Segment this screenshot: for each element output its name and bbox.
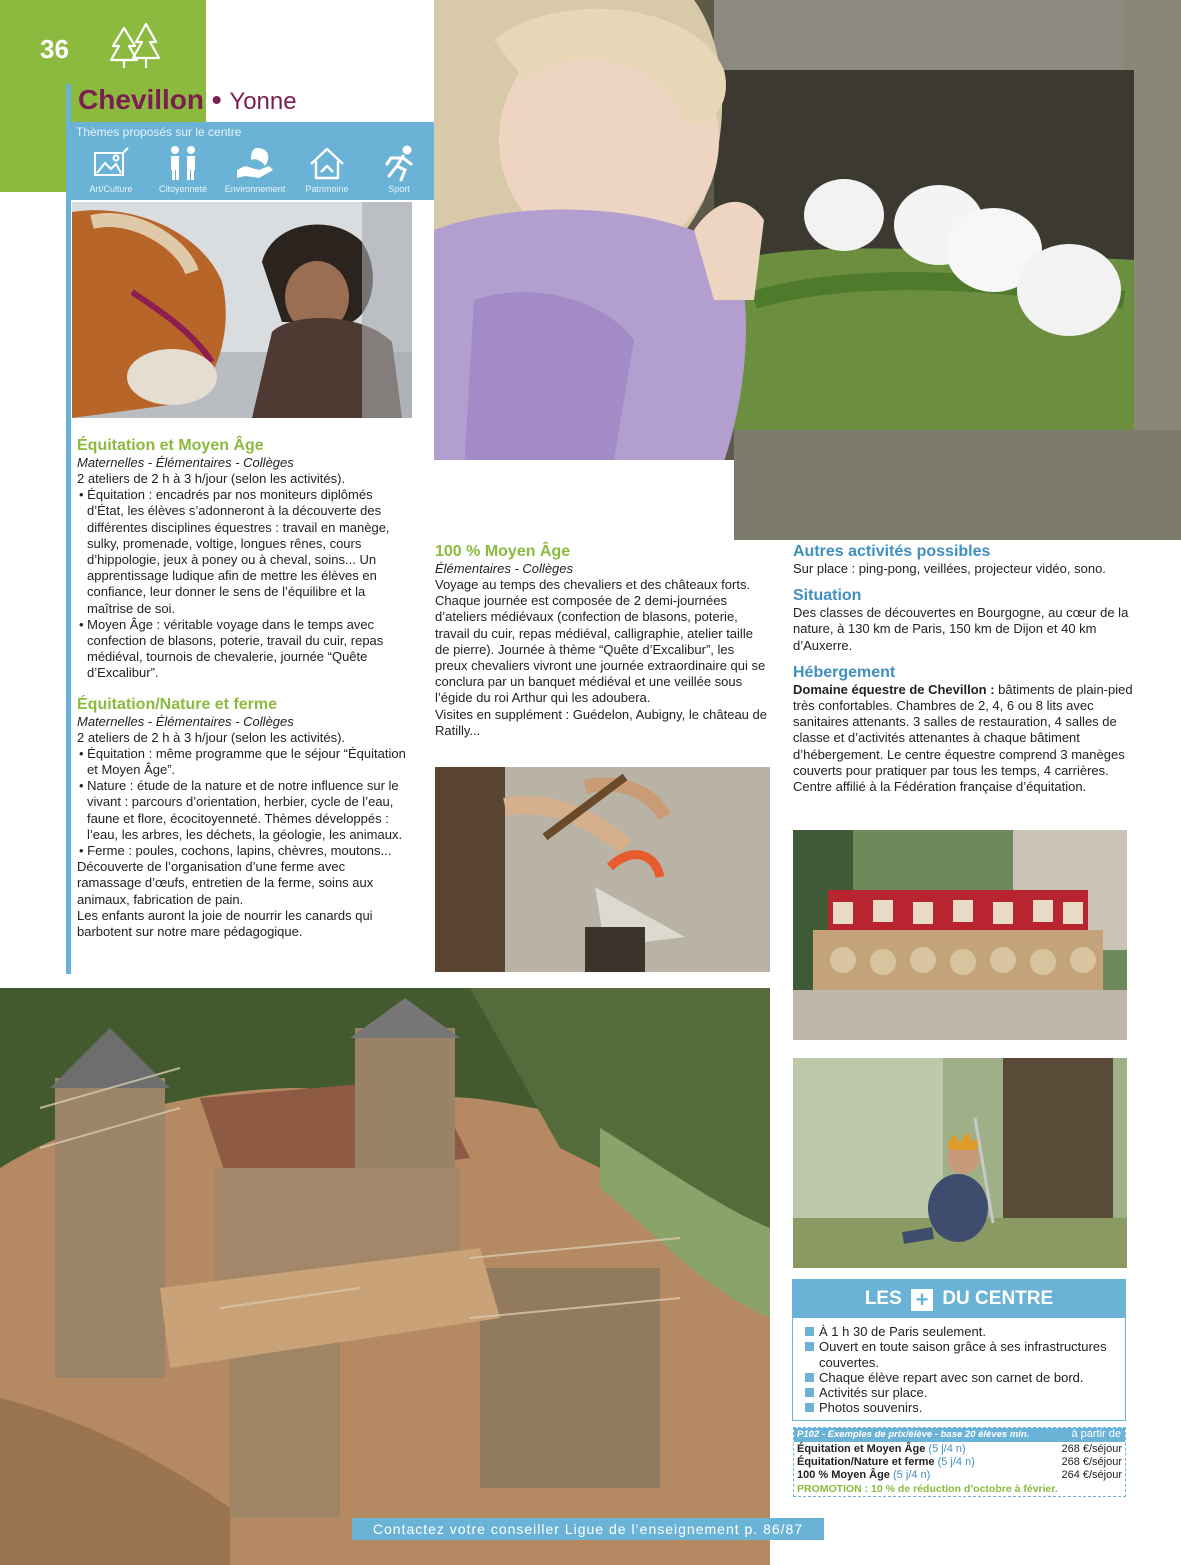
price-header bbox=[794, 1428, 1125, 1442]
center-name: Chevillon bbox=[78, 84, 205, 115]
theme-citizenship bbox=[148, 144, 218, 194]
heritage-icon bbox=[307, 144, 347, 182]
art-culture-icon bbox=[91, 144, 131, 182]
table-row bbox=[797, 1469, 1122, 1482]
theme-label: Patrimoine bbox=[305, 184, 349, 194]
theme-heritage bbox=[292, 144, 362, 194]
accommodation-text: bâtiments de plain-pied très confortables. Chambres de 2, 4, 6 ou 8 lits avec sanitaires attenants. 3 salles de restauration, 4 salles de classe et d’activités attenantes à chaque bâtiment d’hébergement. Le centre équestre comprend 3 manèges couverts pour pratiquer par tous les temps, 4 carrières. Centre affilié à la Fédération française d’équitation. bbox=[793, 681, 1133, 795]
section-text bbox=[793, 682, 1133, 795]
photo-girl-rabbits bbox=[434, 0, 1181, 540]
price-stay-name: Équitation/Nature et ferme bbox=[797, 1456, 935, 1468]
section-text: Sur place : ping-pong, veillées, projecteur vidéo, sono. bbox=[793, 561, 1106, 576]
price-header-label: P102 - Exemples de prix/élève - base 20 élèves min. bbox=[797, 1429, 1030, 1440]
price-table bbox=[793, 1427, 1126, 1497]
page-number: 36 bbox=[40, 34, 69, 64]
price-value: 264 €/séjour bbox=[1061, 1469, 1122, 1481]
list-item: • Nature : étude de la nature et de notre influence sur le vivant : parcours d’orientation, herbier, cycle de l’eau, faune et flore, écocitoyenneté. Thèmes développés : l’eau, les arbres, les déchets, la géologie, les animaux. bbox=[79, 778, 403, 842]
environment-icon bbox=[235, 144, 275, 182]
section-text: Des classes de découvertes en Bourgogne, au cœur de la nature, à 130 km de Paris, 150 km de Dijon et 40 km d’Auxerre. bbox=[793, 605, 1129, 653]
section-intro: 2 ateliers de 2 h à 3 h/jour (selon les activités). bbox=[77, 729, 346, 745]
list-item: À 1 h 30 de Paris seulement. bbox=[805, 1324, 1117, 1339]
photo-child-sword bbox=[793, 1058, 1127, 1268]
section-levels: Maternelles - Élémentaires - Collèges bbox=[77, 455, 294, 470]
section-title: 100 % Moyen Âge bbox=[435, 543, 571, 560]
citizenship-icon bbox=[163, 144, 203, 182]
section-text: Voyage au temps des chevaliers et des châteaux forts. Chaque journée est composée de 2 demi-journées d’ateliers médiévaux (confection de blasons, poterie, travail du cuir, repas médiéval, calligraphie, atelier taille de pierre). Journée à thème “Quête d’Excalibur”, les preux chevaliers vivront une journée extraordinaire qui se conclura par un banquet médiéval et une veillée sous l’égide du roi Arthur qui les adoubera. bbox=[435, 577, 766, 706]
price-stay-duration: (5 j/4 n) bbox=[937, 1456, 975, 1468]
highlights-prefix: LES bbox=[864, 1288, 902, 1309]
price-stay-duration: (5 j/4 n) bbox=[892, 1469, 931, 1481]
sport-icon bbox=[379, 144, 419, 182]
list-item: • Équitation : encadrés par nos moniteurs diplômés d’État, les élèves s’adonneront à la découverte des différentes disciplines équestres : travail en manège, sulky, promenade, voltige, longues rênes, cours d’hippologie, jeux à poney ou à cheval, soins... Un apprentissage ludique afin de mettre les élèves en confiance, leur donner le sens de l’équilibre et la maîtrise de soi. bbox=[79, 487, 390, 616]
photo-child-pony bbox=[72, 202, 412, 418]
theme-environment bbox=[220, 144, 290, 194]
theme-label: Art/Culture bbox=[89, 184, 133, 194]
section-text: Visites en supplément : Guédelon, Aubigny, le château de Ratilly... bbox=[435, 706, 767, 738]
plus-icon: + bbox=[911, 1289, 933, 1311]
section-text: Les enfants auront la joie de nourrir les canards qui barbotent sur notre mare pédagogique. bbox=[77, 907, 373, 940]
theme-sport bbox=[364, 144, 434, 194]
price-stay-duration: (5 j/4 n) bbox=[928, 1443, 966, 1455]
list-item: • Équitation : même programme que le séjour “Équitation et Moyen Âge”. bbox=[79, 745, 406, 778]
photo-forging bbox=[435, 767, 770, 972]
highlights-title bbox=[793, 1288, 1125, 1311]
section-moyen-age-100 bbox=[435, 543, 770, 739]
list-item: Photos souvenirs. bbox=[805, 1400, 1117, 1415]
photo-group-shields bbox=[793, 830, 1127, 1040]
contact-banner: Contactez votre conseiller Ligue de l’enseignement p. 86/87 bbox=[352, 1518, 824, 1540]
region-name: Yonne bbox=[229, 88, 297, 115]
trees-icon bbox=[108, 22, 164, 72]
price-value: 268 €/séjour bbox=[1061, 1443, 1122, 1455]
section-title: Situation bbox=[793, 587, 862, 605]
promotion-text: PROMOTION : 10 % de réduction d’octobre à février. bbox=[797, 1483, 1058, 1495]
section-equitation-moyen-age bbox=[77, 437, 407, 940]
theme-label: Citoyenneté bbox=[158, 184, 208, 194]
section-levels: Maternelles - Élémentaires - Collèges bbox=[77, 713, 294, 729]
themes-label: Thèmes proposés sur le centre bbox=[76, 125, 242, 139]
title-accent-bar bbox=[66, 84, 71, 974]
theme-label: Sport bbox=[388, 184, 410, 194]
list-item: Ouvert en toute saison grâce à ses infrastructures couvertes. bbox=[805, 1339, 1117, 1370]
highlights-box bbox=[792, 1279, 1126, 1421]
price-stay-name: Équitation et Moyen Âge bbox=[797, 1443, 926, 1455]
table-row bbox=[797, 1443, 1122, 1456]
section-title: Équitation et Moyen Âge bbox=[77, 437, 264, 454]
section-title: Hébergement bbox=[793, 663, 896, 681]
section-levels: Élémentaires - Collèges bbox=[435, 561, 574, 576]
list-item: • Moyen Âge : véritable voyage dans le temps avec confection de blasons, poterie, travail du cuir, repas médiéval, tournois de chevalerie, journée “Quête d’Excalibur”. bbox=[79, 616, 384, 681]
highlights-list bbox=[805, 1324, 1117, 1416]
theme-label: Environnement bbox=[224, 184, 286, 194]
section-intro: 2 ateliers de 2 h à 3 h/jour (selon les activités). bbox=[77, 471, 346, 486]
highlights-header bbox=[793, 1280, 1125, 1318]
price-from-label: à partir de bbox=[1071, 1428, 1121, 1440]
section-title: Autres activités possibles bbox=[793, 543, 991, 560]
list-item: Chaque élève repart avec son carnet de bord. bbox=[805, 1370, 1117, 1385]
right-column bbox=[793, 543, 1133, 795]
theme-art-culture bbox=[76, 144, 146, 194]
list-item: • Ferme : poules, cochons, lapins, chèvres, moutons... bbox=[79, 843, 392, 859]
accommodation-name: Domaine équestre de Chevillon : bbox=[793, 681, 995, 697]
price-value: 268 €/séjour bbox=[1061, 1456, 1122, 1468]
title-separator: • bbox=[211, 84, 222, 115]
photo-castle bbox=[0, 988, 770, 1565]
price-stay-name: 100 % Moyen Âge bbox=[797, 1469, 890, 1481]
list-item: Activités sur place. bbox=[805, 1385, 1117, 1400]
page-title bbox=[78, 84, 297, 116]
section-text: Découverte de l’organisation d’une ferme avec ramassage d’œufs, entretien de la ferme, soins aux animaux, fabrication de pain. bbox=[77, 859, 374, 907]
themes-band bbox=[66, 122, 434, 200]
highlights-suffix: DU CENTRE bbox=[942, 1288, 1054, 1309]
table-row bbox=[797, 1456, 1122, 1469]
section-title: Équitation/Nature et ferme bbox=[77, 695, 278, 713]
